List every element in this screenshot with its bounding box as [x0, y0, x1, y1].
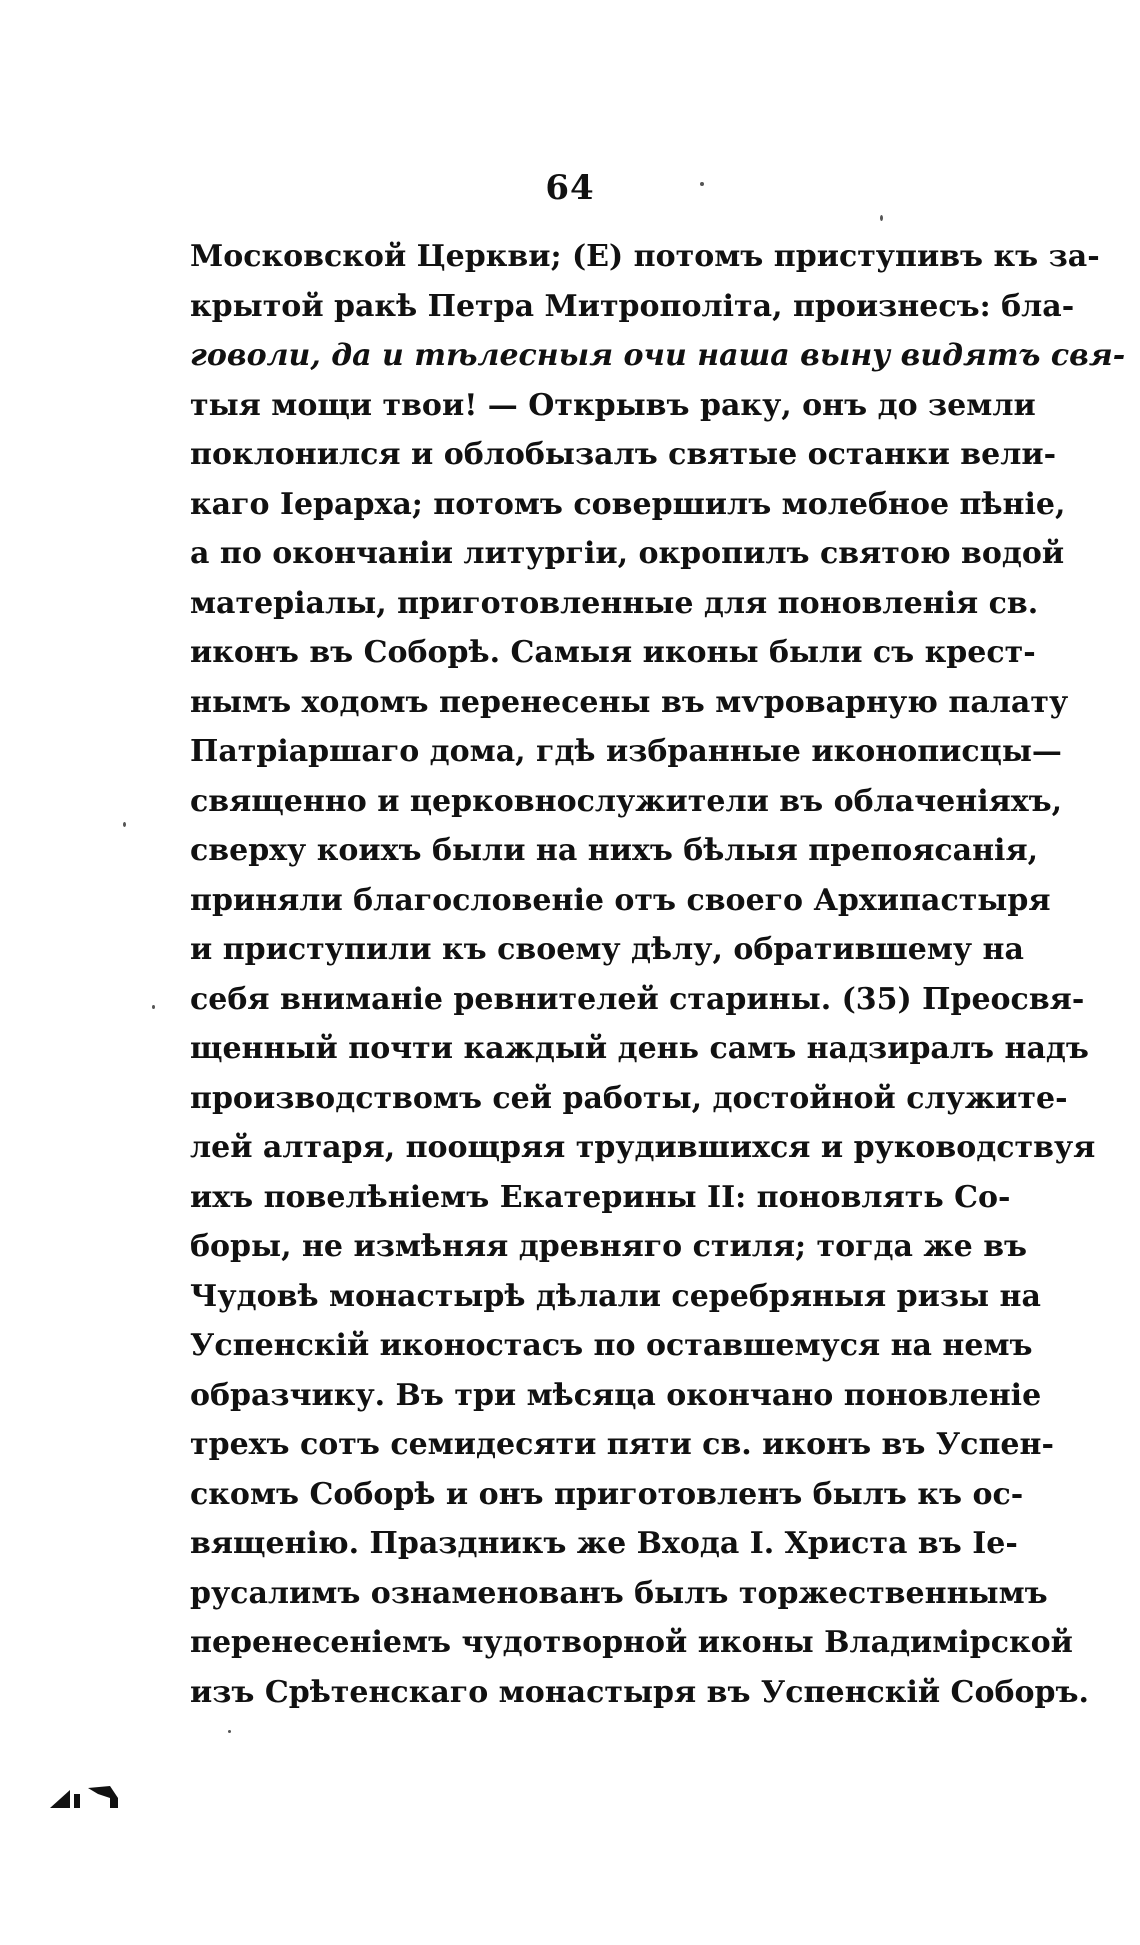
text-line: Патріаршаго дома, гдѣ избранные иконописцы—	[190, 734, 1062, 769]
text-line: образчику. Въ три мѣсяца окончано поновленіе	[190, 1377, 1042, 1413]
print-speck	[228, 1730, 231, 1733]
text-line: щенный почти каждый день самъ надзиралъ надъ	[190, 1031, 1089, 1066]
page-number: 64	[545, 168, 595, 208]
text-line: вященію. Праздникъ же Входа І. Христа въ Іе-	[190, 1526, 1018, 1561]
print-speck	[880, 215, 883, 221]
text-line: крытой ракѣ Петра Митрополіта, произнесъ: бла-	[190, 288, 1075, 324]
text-line: а по окончаніи литургіи, окропилъ святою водой	[190, 536, 1065, 571]
text-line: Успенскій иконостасъ по оставшемуся на немъ	[190, 1328, 1033, 1363]
text-line: русалимъ ознаменованъ былъ торжественнымъ	[190, 1575, 1048, 1611]
text-line: каго Іерарха; потомъ совершилъ молебное пѣніе,	[190, 486, 1066, 522]
print-speck	[700, 182, 704, 186]
text-line: приняли благословеніе отъ своего Архипастыря	[190, 882, 1051, 918]
text-line: лей алтаря, поощряя трудившихся и руководствуя	[190, 1130, 1096, 1165]
text-line: ихъ повелѣніемъ Екатерины II: поновлять Со-	[190, 1179, 1011, 1215]
text-line: и приступили къ своему дѣлу, обратившему на	[190, 932, 1024, 967]
text-line: производствомъ сей работы, достойной служите-	[190, 1080, 1068, 1116]
text-line-italic: говоли, да и тѣлесныя очи наша выну видятъ свя-	[190, 338, 1126, 373]
text-line: поклонился и облобызалъ святые останки вели-	[190, 437, 1057, 472]
text-line: матеріалы, приготовленные для поновленія св.	[190, 585, 1039, 621]
text-line: трехъ сотъ семидесяти пяти св. иконъ въ Успен-	[190, 1427, 1054, 1462]
text-line: изъ Срѣтенскаго монастыря въ Успенскій Соборъ.	[190, 1674, 1089, 1710]
text-line: иконъ въ Соборѣ. Самыя иконы были съ крест-	[190, 635, 1036, 670]
text-line: Московской Церкви; (Е) потомъ приступивъ къ за-	[190, 239, 1100, 274]
text-line: себя вниманіе ревнителей старины. (35) Преосвя-	[190, 981, 1085, 1017]
text-line: тыя мощи твои! — Открывъ раку, онъ до земли	[190, 387, 1036, 423]
text-line: скомъ Соборѣ и онъ приготовленъ былъ къ ос-	[190, 1476, 1024, 1512]
text-line: сверху коихъ были на нихъ бѣлыя препоясанія,	[190, 833, 1039, 868]
body-text	[190, 232, 1126, 1717]
corner-ornament-icon	[48, 1770, 138, 1810]
text-line: перенесеніемъ чудотворной иконы Владимірской	[190, 1625, 1073, 1660]
text-line: Чудовѣ монастырѣ дѣлали серебряныя ризы на	[190, 1278, 1041, 1314]
print-speck	[152, 1005, 155, 1009]
print-speck	[123, 822, 126, 827]
text-line: священно и церковнослужители въ облаченіяхъ,	[190, 783, 1063, 819]
text-line: боры, не измѣняя древняго стиля; тогда же въ	[190, 1229, 1028, 1264]
text-line: нымъ ходомъ перенесены въ мѵроварную палату	[190, 684, 1069, 720]
